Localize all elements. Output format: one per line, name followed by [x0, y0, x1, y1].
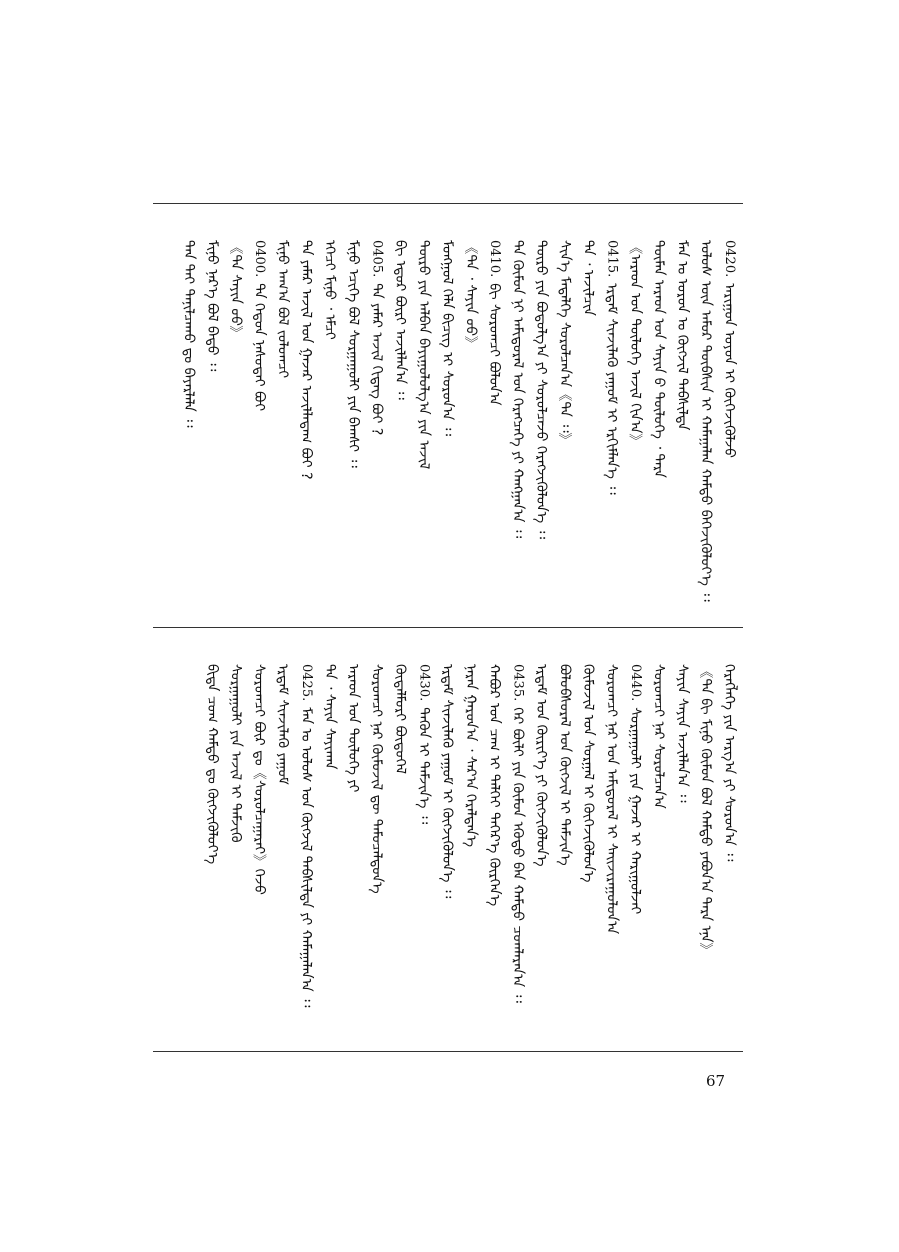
- column-text: ᠰᠤᠷᠤᠭᠴᠢ ᠪᠦᠷ ᠳᠤ《ᠰᠤᠷᠤᠯᠴᠠᠭᠠᠷᠠᠢ》ᠬᠡᠵᠦ: [251, 664, 267, 895]
- text-column: [389, 664, 411, 774]
- text-column: [460, 240, 482, 351]
- text-column: [413, 240, 435, 469]
- text-column: [413, 664, 435, 824]
- entry-number: 0400.: [252, 240, 267, 278]
- text-column: [436, 240, 458, 436]
- entry-number: 0420.: [722, 240, 737, 278]
- column-text: ᠲᠥᠷᠥ ᠶᠢᠨ ᠪᠣᠳᠣᠯᠭ᠎ᠠ ᠶᠢ ᠰᠤᠷᠤᠯᠴᠠᠵᠤ ᠬᠡᠷᠡᠭᠵᠢᠭᠦᠯᠦᠨ᠎ᠡ ᠄᠄: [533, 240, 549, 539]
- column-text: ᠮᠢᠨᠦ ᠨᠡᠷ᠎ᠡ ᠪᠣᠯ ᠪᠠᠲᠤ ᠄᠄: [204, 240, 220, 372]
- text-column: [507, 240, 529, 538]
- text-column: [601, 240, 623, 495]
- column-text: ᠰᠤᠷᠭᠠᠭᠤᠯᠢ ᠶᠢᠨ ᠠᠵᠢᠯ ᠢ ᠳᠡᠮᠵᠢᠬᠦ: [227, 664, 244, 843]
- column-text: ᠮᠣᠩᠭᠣᠯ ᠬᠡᠯᠡ ᠪᠢᠴᠢᠭ ᠢ ᠰᠤᠷᠤᠨ᠎ᠠ ᠄᠄: [439, 240, 455, 436]
- text-column: [624, 664, 646, 914]
- column-text: ᠬᠦᠮᠦᠵᠢᠯ ᠤᠨ ᠰᠤᠷᠭᠠᠯ ᠢ ᠬᠥᠬᠡᠵᠢᠭᠦᠯᠦᠨ᠎ᠡ: [580, 664, 596, 883]
- column-text: ᠪᠢ ᠡᠳᠦᠷ ᠪᠦᠷᠢ ᠠᠵᠢᠯᠯᠠᠨ᠎ᠠ ᠄᠄: [392, 240, 408, 400]
- column-text: ᠡᠭᠡᠴᠢ ᠮᠢᠨᠦ ᠂ ᠡᠮᠴᠢ: [321, 240, 338, 340]
- column-text: ᠲᠠᠨ ᠲᠠᠢ ᠲᠠᠨᠢᠯᠴᠠᠬᠤ ᠳᠤ ᠪᠠᠶᠠᠷᠯᠠᠯᠠ ᠄᠄: [180, 240, 197, 428]
- text-block-lower: [170, 664, 740, 1034]
- entry-number: 0410.: [487, 240, 502, 278]
- column-text: 《ᠲᠠ ᠰᠠᠶᠢᠨ ᠤᠤ》: [227, 240, 244, 341]
- text-column: [201, 664, 223, 864]
- column-text: ᠬᠥᠳᠡᠯᠮᠦᠷᠢ ᠪᠦᠲᠦᠭᠡᠯ: [392, 664, 408, 774]
- column-text: ᠡᠷᠳᠡᠮ ᠰᠢᠨᠵᠢᠯᠡᠬᠦ ᠶᠠᠭᠤᠮ: [274, 664, 291, 785]
- column-text: ᠮᠠᠨ ᠤ ᠤᠯᠤᠰ ᠤᠨ ᠬᠥᠭᠵᠢᠯ ᠳᠡᠪᠰᠢᠯᠲᠡ ᠶᠢ ᠬᠠᠮᠠᠭᠠᠯᠠᠨ᠎ᠠ ᠄᠄: [298, 707, 314, 1008]
- text-column: [295, 240, 317, 480]
- text-column: [319, 240, 341, 340]
- column-text: ᠲᠡᠭᠦᠨ ᠢ ᠳᠡᠮᠵᠢᠨ᠎ᠡ ᠄᠄: [415, 707, 432, 825]
- column-text: ᠲᠠ ᠶᠠᠮᠠᠷ ᠠᠵᠢᠯ ᠬᠢᠳᠡᠭ ᠪᠤᠢ ?: [368, 283, 385, 436]
- text-column: [248, 240, 270, 411]
- column-text: ᠰᠤᠷᠤᠭᠴᠢ ᠨᠠᠷ ᠬᠦᠮᠦᠵᠢᠯ ᠳᠦ ᠲᠡᠮᠦᠴᠡᠯᠳᠦᠨ᠎ᠡ: [368, 664, 385, 894]
- text-column: [718, 664, 740, 861]
- text-column: [366, 240, 388, 435]
- column-text: ᠪᠢᠳᠡ ᠴᠤᠭ ᠬᠠᠮᠲᠤ ᠳᠤ ᠬᠥᠭᠵᠢᠭᠦᠯᠦᠶ᠎ᠡ: [204, 664, 220, 865]
- text-column: [554, 664, 576, 866]
- column-text: ᠲᠡ ᠂ ᠠᠵᠢᠯᠴᠢᠨ: [580, 240, 596, 316]
- text-column: [366, 664, 388, 894]
- column-text: ᠲᠦᠮᠡᠨ ᠠᠷᠠᠳ ᠤᠨ ᠰᠠᠶᠢᠨ ᠤ᠋ ᠳᠦᠯᠦᠭᠡ ᠂ ᠲᠡᠷᠡ: [650, 240, 667, 478]
- column-text: ᠲᠡ ᠶᠠᠮᠠᠷ ᠠᠵᠢᠯ ᠤᠨ ᠭᠠᠵᠠᠷ ᠠᠵᠢᠯᠯᠠᠳᠠᠭ ᠪᠤᠢ ?: [298, 240, 314, 480]
- text-column: [272, 240, 294, 378]
- text-column: [319, 664, 341, 769]
- entry-number: 0405.: [369, 240, 385, 278]
- column-text: ᠨᠠᠷᠠᠨ ᠭᠠᠷᠤᠨ᠎ᠠ ᠂ ᠰᠠᠷ᠎ᠠ ᠭᠡᠷᠡᠯᠲᠡᠨ᠎ᠡ: [462, 664, 479, 848]
- entry-number: 0430.: [416, 664, 432, 702]
- text-column: [695, 664, 717, 957]
- column-text: 《ᠠᠷᠠᠳ ᠤᠨ ᠲᠥᠯᠦᠭᠡ ᠠᠵᠢᠯ ᠬᠢᠨ᠎ᠠ》: [627, 240, 643, 449]
- text-column: [718, 240, 740, 458]
- page-number: 67: [706, 1072, 726, 1090]
- column-text: ᠤᠯᠤᠰ ᠦᠨ ᠠᠮᠤᠷ ᠲᠦᠪᠰᠢᠨ ᠢ ᠬᠠᠮᠠᠭᠠᠯᠠᠨ ᠬᠠᠮᠲᠤ ᠪᠡᠬᠡᠵᠢᠭᠦᠯᠦᠶ᠎ᠡ ᠄᠄: [697, 240, 714, 602]
- text-column: [483, 240, 505, 406]
- column-text: ᠰᠤᠷᠤᠭᠴᠢ ᠨᠠᠷ ᠰᠤᠷᠤᠯᠴᠠᠨ᠎ᠠ: [650, 664, 667, 809]
- column-text: ᠲᠠ ᠬᠡᠳᠦᠨ ᠨᠠᠰᠤᠲᠠᠢ ᠪᠤᠢ: [251, 283, 267, 412]
- text-column: [460, 664, 482, 847]
- text-column: [671, 664, 693, 803]
- text-column: [248, 664, 270, 895]
- text-column: [295, 664, 317, 1007]
- column-text: ᠲᠥᠷᠥ ᠶᠢᠨ ᠠᠯᠪᠠᠨ ᠪᠠᠶᠢᠭᠤᠯᠤᠯᠭ᠎ᠠ ᠶᠢᠨ ᠠᠵᠢᠯ: [415, 240, 432, 470]
- text-column: [272, 664, 294, 785]
- text-column: [201, 240, 223, 371]
- text-column: [507, 664, 529, 1003]
- column-text: ᠲᠡ ᠬᠦᠮᠦᠨ ᠨᠢ ᠠᠮᠢᠳᠤᠷᠠᠯ ᠤᠨ ᠬᠡᠷᠡᠭᠴᠡᠭᠡ ᠶᠢ ᠬᠠᠩᠭᠠᠨ᠎ᠠ ᠄᠄: [509, 240, 526, 539]
- text-column: [601, 664, 623, 934]
- text-column: [648, 664, 670, 809]
- text-column: [342, 664, 364, 792]
- text-column: [554, 240, 576, 447]
- text-column: [178, 240, 200, 428]
- top-rule: [153, 203, 743, 204]
- text-column: [671, 240, 693, 430]
- column-text: ᠮᠠᠨ ᠤ ᠣᠷᠣᠨ ᠤ ᠬᠥᠭᠵᠢᠯ ᠳᠡᠪᠰᠢᠯᠲᠡ: [674, 240, 690, 431]
- column-text: ᠮᠢᠨᠦ ᠠᠬ᠎ᠠ ᠪᠣᠯ ᠵᠣᠯᠣᠭᠴᠢ: [274, 240, 291, 379]
- column-text: ᠮᠢᠨᠦ ᠡᠴᠢᠭᠡ ᠪᠣᠯ ᠰᠤᠷᠭᠠᠭᠤᠯᠢ ᠶᠢᠨ ᠪᠠᠭᠰᠢ ᠄᠄: [345, 240, 361, 468]
- entry-number: 0435.: [510, 664, 526, 702]
- text-column: [530, 240, 552, 539]
- text-column: [577, 240, 599, 316]
- column-text: ᠰᠤᠷᠭᠠᠭᠤᠯᠢ ᠶᠢᠨ ᠭᠠᠵᠠᠷ ᠢ ᠬᠠᠷᠢᠭᠤᠯᠵᠠᠢ: [627, 707, 643, 915]
- text-column: [695, 240, 717, 602]
- text-column: [648, 240, 670, 478]
- bottom-rule: [153, 1051, 743, 1052]
- column-text: ᠠᠷᠢᠭᠤᠨ ᠣᠶᠤᠨ ᠢ ᠬᠥᠬᠡᠵᠢᠭᠦᠯᠵᠦ: [721, 283, 737, 458]
- entry-number: 0415.: [604, 240, 620, 278]
- column-text: ᠬᠠᠪᠤᠷ ᠤᠨ ᠴᠠᠭ ᠢ ᠳᠡᠯᠬᠡᠶ ᠳᠡᠭᠡᠷ᠎ᠡ ᠬᠦᠷᠭᠡᠨ᠎ᠡ: [486, 664, 502, 907]
- column-text: ᠪᠣᠯᠣᠪᠰᠤᠷᠠᠯ ᠤᠨ ᠬᠥᠭᠵᠢᠯ ᠢ ᠳᠡᠮᠵᠢᠨ᠎ᠡ: [556, 664, 573, 866]
- column-text: ᠰᠢᠨ᠎ᠡ ᠮᠡᠳᠡᠯᠭᠡ ᠰᠤᠷᠤᠯᠴᠠᠨ᠎ᠠ《ᠲᠡ ᠄᠄》: [556, 240, 573, 448]
- column-text: 《ᠲᠡ ᠪᠢ ᠮᠢᠨᠦ ᠬᠦᠮᠦᠨ ᠪᠤᠯ ᠬᠠᠮᠲᠤ ᠶᠠᠪᠤᠨ᠎ᠠ ᠲᠡᠷᠡ ᠡᠨᠡ》: [697, 664, 714, 957]
- column-text: ᠰᠠᠶᠢᠨ ᠰᠠᠶᠢᠨ ᠠᠵᠢᠯᠯᠠᠨ᠎ᠠ ᠄᠄: [674, 664, 690, 803]
- text-block-upper: [170, 240, 740, 610]
- column-text: ᠪᠢ ᠰᠤᠷᠤᠭᠴᠢ ᠪᠣᠯᠤᠨ᠎ᠠ: [486, 283, 502, 406]
- column-text: ᠬᠡᠷᠡᠭᠯᠡᠭᠡ ᠶᠢᠨ ᠠᠷᠭ᠎ᠠ ᠶᠢ ᠰᠤᠷᠤᠨ᠎ᠠ ᠄᠄: [721, 664, 737, 862]
- column-text: ᠭᠡᠷ ᠪᠦᠯᠢ ᠶᠢᠨ ᠬᠦᠮᠦᠨ ᠡᠭᠦᠳᠦ ᠪᠡᠨ ᠬᠠᠮᠲᠤ ᠴᠤᠭᠯᠠᠷᠠᠨ᠎ᠠ ᠄᠄: [509, 707, 526, 1003]
- text-column: [225, 240, 247, 340]
- column-text: ᠠᠷᠠᠳ ᠤᠨ ᠲᠥᠯᠦᠭᠡ ᠶᠢ: [345, 664, 361, 793]
- column-text: ᠡᠷᠳᠡᠮ ᠤᠨ ᠬᠦᠷᠢᠶ᠎ᠡ ᠶᠢ ᠬᠥᠭᠵᠢᠭᠦᠯᠦᠨ᠎ᠡ: [533, 664, 549, 867]
- entry-number: 0425.: [299, 664, 314, 702]
- text-column: [436, 664, 458, 898]
- text-column: [483, 664, 505, 906]
- column-text: ᠡᠷᠳᠡᠮ ᠰᠢᠨᠵᠢᠯᠡᠬᠦ ᠶᠠᠭᠤᠮ ᠢ ᠡᠷᠬᠢᠮᠯᠡᠨ᠎ᠡ ᠄᠄: [603, 283, 620, 495]
- column-text: ᠰᠤᠷᠤᠭᠴᠢ ᠨᠠᠷ ᠤᠨ ᠠᠮᠢᠳᠤᠷᠠᠯ ᠢ ᠰᠠᠢᠵᠢᠷᠠᠭᠤᠯᠤᠨ᠎ᠠ: [603, 664, 620, 935]
- middle-rule: [153, 627, 743, 628]
- text-column: [225, 664, 247, 843]
- column-text: ᠡᠷᠳᠡᠮ ᠰᠢᠨᠵᠢᠯᠡᠬᠦ ᠶᠠᠭᠤᠮ ᠢ ᠬᠥᠭᠵᠢᠭᠦᠯᠦᠨ᠎ᠡ ᠄᠄: [439, 664, 455, 899]
- text-column: [342, 240, 364, 468]
- text-column: [624, 240, 646, 448]
- entry-number: 0440.: [628, 664, 643, 702]
- text-column: [577, 664, 599, 882]
- text-column: [530, 664, 552, 867]
- text-column: [389, 240, 411, 400]
- column-text: ᠲᠡ ᠂ ᠰᠠᠶᠢᠨ ᠰᠠᠶᠢᠬᠠᠨ: [321, 664, 338, 770]
- column-text: 《ᠲᠡ ᠂ ᠰᠠᠶᠢᠨ ᠤᠤ》: [462, 240, 479, 351]
